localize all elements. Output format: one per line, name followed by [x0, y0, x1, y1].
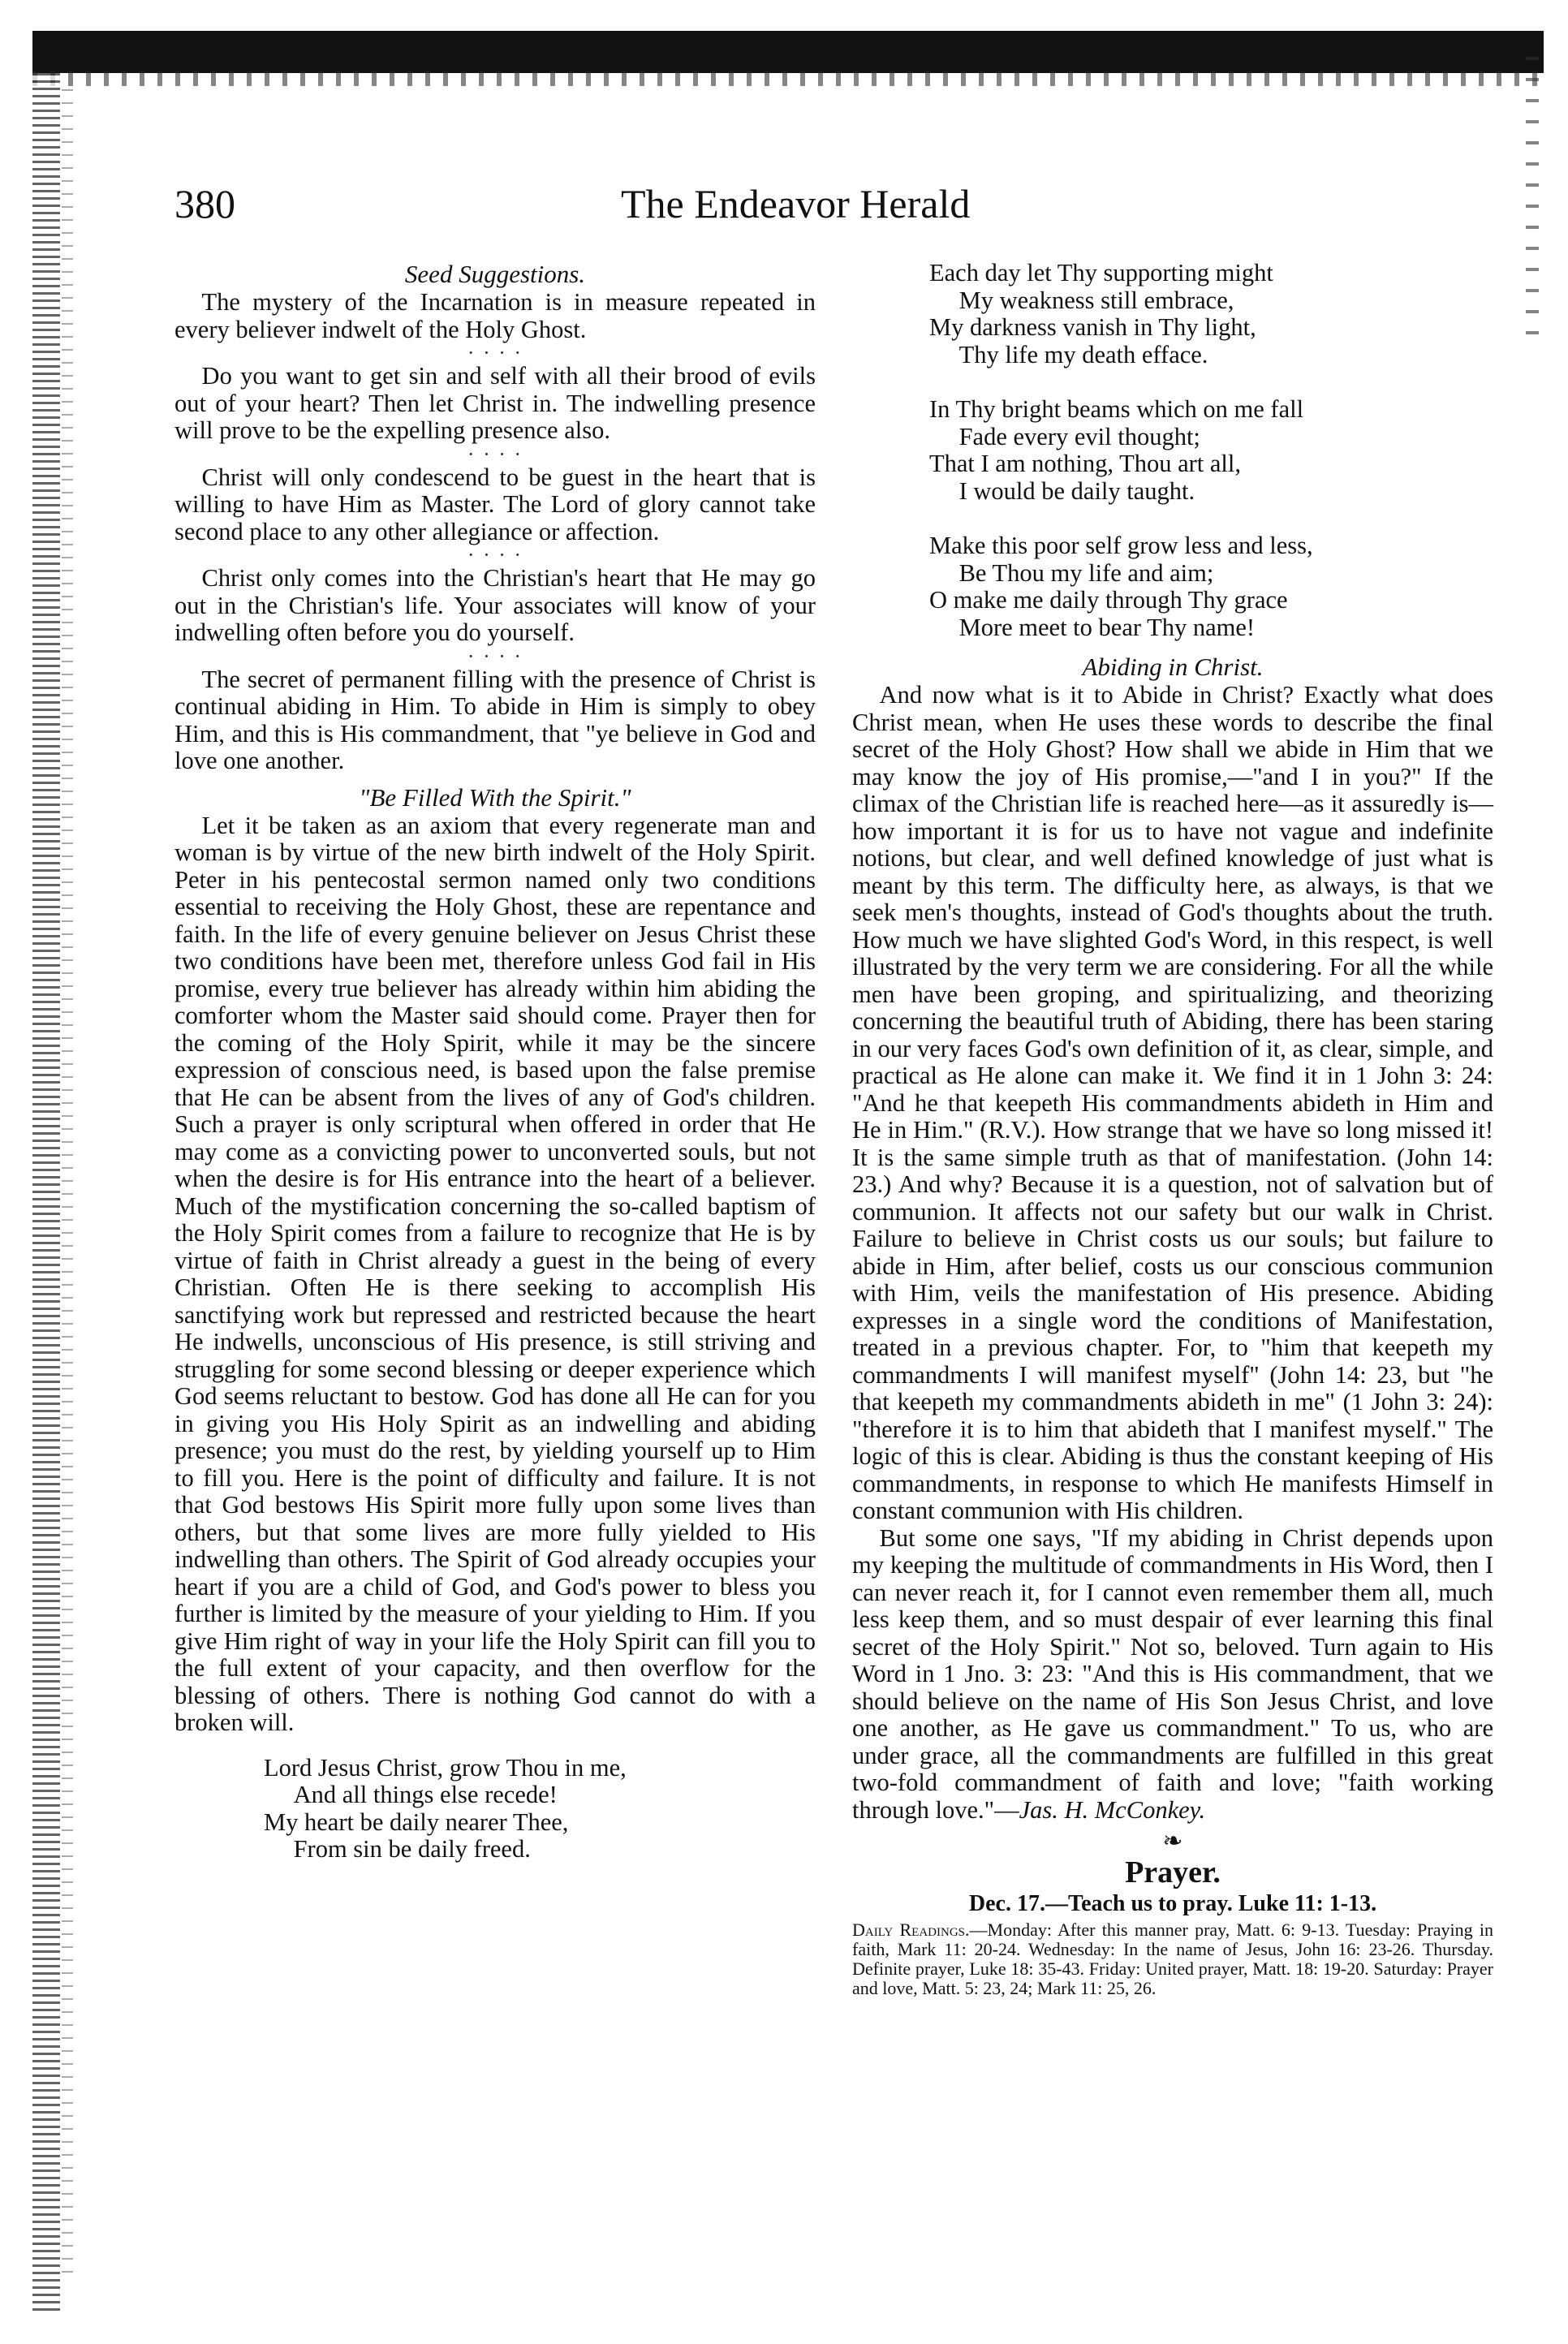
abiding-paragraph [852, 1525, 1493, 1825]
poem-line: Thy life my death efface. [958, 340, 1208, 368]
poem-line: In Thy bright beams which on me fall [929, 395, 1304, 423]
abiding-heading: Abiding in Christ. [1082, 653, 1264, 681]
ornament-icon: ❧ [1162, 1828, 1183, 1855]
seed-paragraph: Do you want to get sin and self with all their brood of evils out of your heart? Then let Christ in. The indwelling presence will prove to be the expelling presence also. [174, 362, 816, 444]
left-column [174, 260, 816, 1870]
poem-line: My weakness still embrace, [958, 286, 1234, 314]
right-column [852, 260, 1493, 1998]
poem-line: Make this poor self grow less and less, [929, 532, 1313, 559]
author-signature: Jas. H. McConkey. [1019, 1795, 1206, 1824]
scan-right-edge [1526, 57, 1539, 349]
be-filled-heading: "Be Filled With the Spirit." [359, 782, 631, 812]
poem-line: Be Thou my life and aim; [958, 558, 1214, 587]
poem-stanza [929, 532, 1493, 641]
poem-line: Fade every evil thought; [958, 422, 1200, 450]
poem-line: O make me daily through Thy grace [929, 586, 1288, 614]
poem-stanza [929, 260, 1493, 368]
seed-paragraph: Christ will only condescend to be guest in the heart that is willing to have Him as Master. The Lord of glory cannot take second place to any other allegiance or affection. [174, 463, 816, 545]
abiding-paragraph: And now what is it to Abide in Christ? Exactly what does Christ mean, when He uses these words to describe the final secret of the Holy Ghost? How shall we abide in Him that we may know the joy of His promise,—"and I in you?" If the climax of the Christian life is reached here—as it assuredly is—how important it is for us to have not vague and indefinite notions, but clear, and well defined knowledge of just what is meant by this term. The difficulty here, as always, is that we seek men's thoughts, instead of God's thoughts about the truth. How much we have slighted God's Word, in this respect, is well illustrated by the very term we are considering. For all the while men have been groping, and spiritualizing, and theorizing concerning the beautiful truth of Abiding, there has been staring in our very faces God's own definition of it, as clear, simple, and practical as He alone can make it. We find it in 1 John 3: 24: "And he that keepeth His commandments abideth in Him and He in Him." (R.V.). How strange that we have so long missed it! It is the same simple truth as that of manifestation. (John 14: 23.) And why? Because it is a question, not of salvation but of communion. It affects not our safety but our walk in Christ. Failure to believe in Christ costs us our souls; but failure to abide in Him, after belief, costs us our conscious communion with Him, veils the manifestation of His presence. Abiding expresses in a single word the conditions of Manifestation, treated in a previous chapter. For, to "him that keepeth my commandments I will manifest myself" (John 14: 23, but "he that keepeth my commandments abideth in me" (1 John 3: 24): "therefore it is to him that abideth that I manifest myself." The logic of this is clear. Abiding is thus the constant keeping of His commandments, in response to which He manifests Himself in constant communion with His children. [852, 681, 1493, 1524]
separator-dots: · · · · [467, 644, 523, 668]
poem-stanza [264, 1755, 816, 1864]
scan-top-fringe [32, 71, 1544, 86]
daily-readings-label: Daily Readings. [852, 1920, 970, 1940]
separator-dots: · · · · [467, 341, 523, 364]
poem-line: Lord Jesus Christ, grow Thou in me, [264, 1753, 627, 1782]
seed-paragraph: The secret of permanent filling with the presence of Christ is continual abiding in Him. To abide in Him is simply to obey Him, and this is His commandment, that "ye believe in God and love one another. [174, 665, 816, 774]
poem-line: My darkness vanish in Thy light, [929, 313, 1256, 341]
daily-readings [852, 1920, 1493, 1998]
page-header [174, 180, 1489, 237]
scan-left-binding [32, 73, 60, 2313]
poem-line: My heart be daily nearer Thee, [264, 1808, 569, 1836]
seed-suggestions-heading: Seed Suggestions. [404, 260, 586, 288]
poem-line: Each day let Thy supporting might [929, 259, 1273, 287]
poem-line: More meet to bear Thy name! [958, 613, 1256, 641]
poem-line: I would be daily taught. [958, 476, 1195, 505]
prayer-topic: Dec. 17.—Teach us to pray. Luke 11: 1-13. [968, 1890, 1377, 1916]
running-title: The Endeavor Herald [621, 181, 971, 226]
scan-top-border [32, 31, 1544, 73]
poem-line: That I am nothing, Thou art all, [929, 450, 1241, 477]
separator-dots: · · · · [467, 543, 523, 567]
prayer-heading: Prayer. [1125, 1855, 1221, 1889]
abiding-paragraph-text: But some one says, "If my abiding in Christ depends upon my keeping the multitude of commandments in His Word, then I can never reach it, for I cannot even remember them all, much less keep them, and so must despair of ever learning this final secret of the Holy Spirit." Not so, beloved. Turn again to His Word in 1 Jno. 3: 23: "And this is His commandment, that we should believe on the name of His Son Jesus Christ, and love one another, as He gave us commandment." To us, who are under grace, all the commandments are fulfilled in this great two-fold commandment of faith and love; "faith working through love."— [852, 1523, 1493, 1824]
seed-paragraph: The mystery of the Incarnation is in measure repeated in every believer indwelt of the Holy Ghost. [174, 288, 816, 343]
poem-line: And all things else recede! [293, 1781, 558, 1808]
scan-left-binding-inner [62, 89, 73, 2281]
daily-readings-text: —Monday: After this manner pray, Matt. 6: 9-13. Tuesday: Praying in faith, Mark 11: 20-24. Wednesday: In the name of Jesus, John 16: 23-26. Thursday. Definite prayer, Luke 18: 35-43. Friday: United prayer, Matt. 18: 19-20. Saturday: Prayer and love, Matt. 5: 23, 24; Mark 11: 25, 26. [852, 1920, 1493, 1998]
poem-stanza [929, 396, 1493, 505]
poem-line: From sin be daily freed. [293, 1835, 531, 1863]
separator-dots: · · · · [467, 442, 523, 466]
page-number: 380 [174, 181, 235, 226]
be-filled-body: Let it be taken as an axiom that every regenerate man and woman is by virtue of the new birth indwelt of the Holy Spirit. Peter in his pentecostal sermon named only two conditions essential to receiving the Holy Ghost, these are repentance and faith. In the life of every genuine believer on Jesus Christ these two conditions have been met, therefore unless God fail in His promise, every true believer has already within him abiding the comforter whom the Master said should come. Prayer then for the coming of the Holy Spirit, while it may be the sincere expression of conscious need, is based upon the false premise that He can be absent from the lives of any of God's children. Such a prayer is only scriptural when offered in order that He may come as a convicting power to unconverted souls, but not when the desire is for His entrance into the heart of a believer. Much of the mystification concerning the so-called baptism of the Holy Spirit comes from a failure to recognize that He is by virtue of faith in Christ already a guest in the being of every Christian. Often He is there seeking to accomplish His sanctifying work but repressed and restricted because the heart He indwells, unconscious of His presence, is still striving and struggling for some second blessing or deeper experience which God seems reluctant to bestow. God has done all He can for you in giving you His Holy Spirit as an indwelling and abiding presence; you must do the rest, by yielding yourself up to Him to fill you. Here is the point of difficulty and failure. It is not that God bestows His Spirit more fully upon some lives than others, but that some lives are more fully yielded to His indwelling than others. The Spirit of God already occupies your heart if you are a child of God, and God's power to bless you further is limited by the measure of your yielding to Him. If you give Him right of way in your life the Holy Spirit can fill you to the full extent of your capacity, and then overflow for the blessing of others. There is nothing God cannot do with a broken will. [174, 811, 816, 1736]
seed-paragraph: Christ only comes into the Christian's heart that He may go out in the Christian's life. Your associates will know of your indwelling often before you do yourself. [174, 564, 816, 646]
